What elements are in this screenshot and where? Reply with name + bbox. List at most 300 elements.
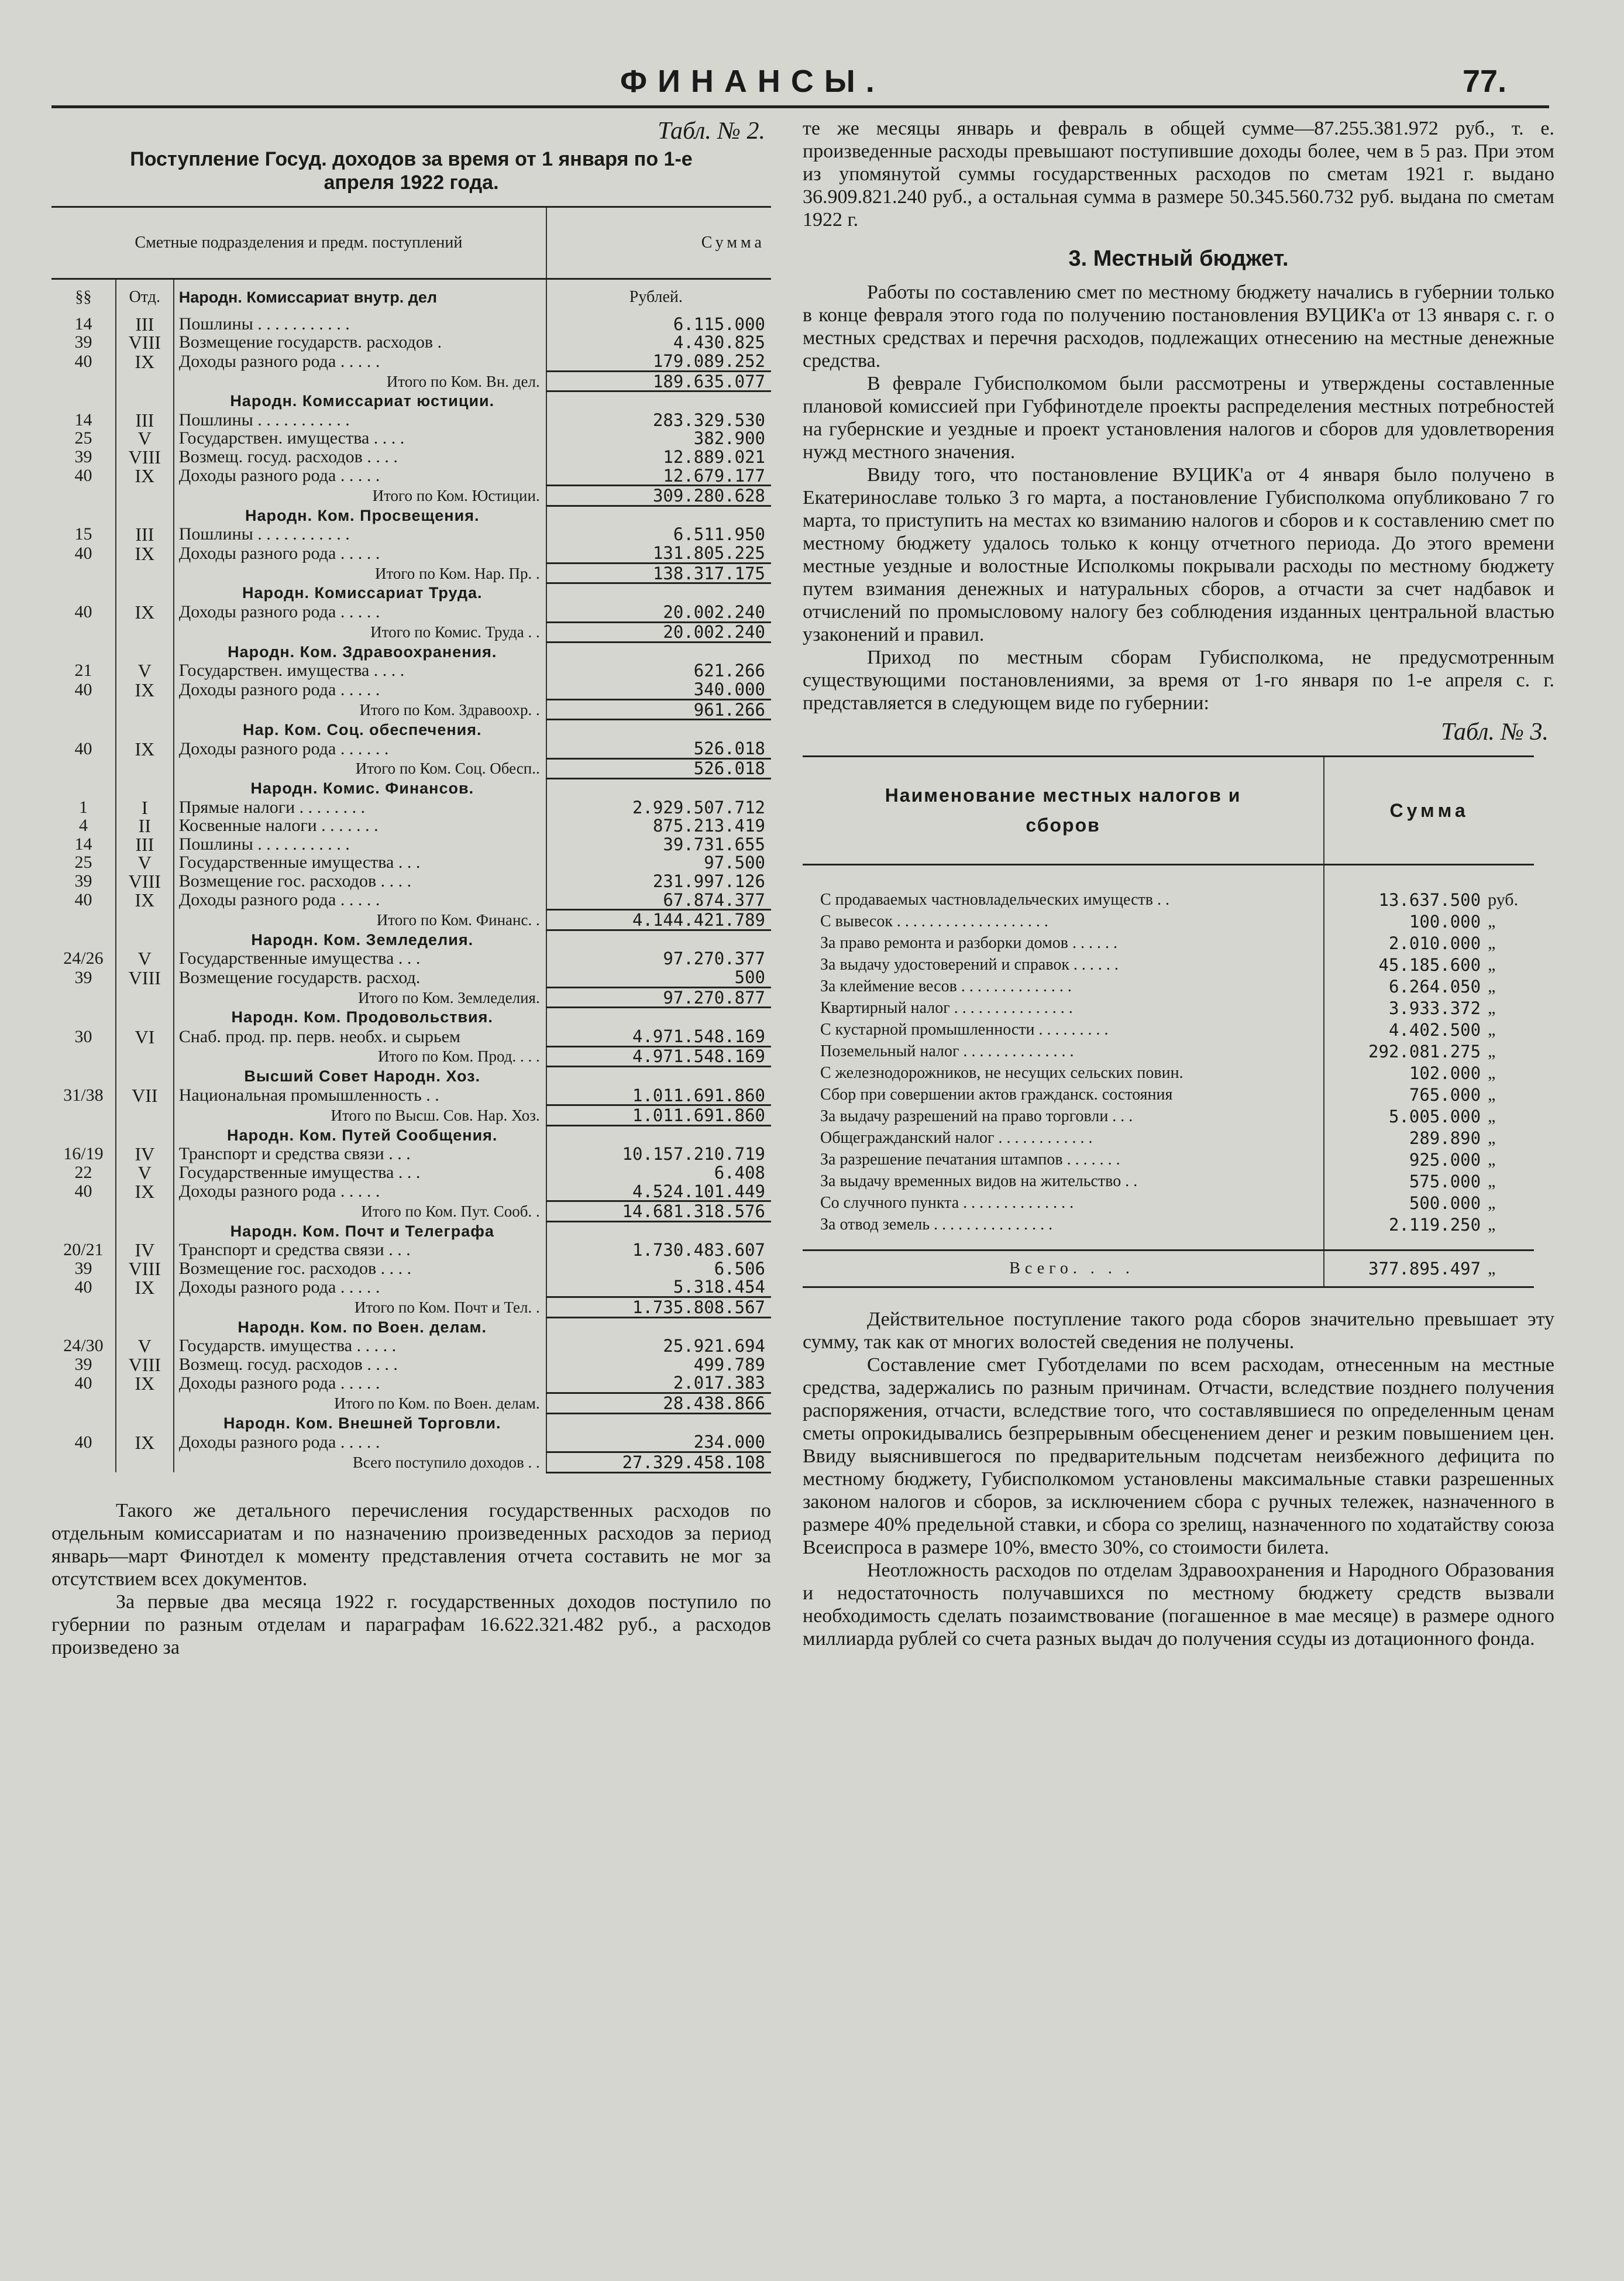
tax-name: За выдачу временных видов на жительство . .: [820, 1172, 1138, 1190]
section-number: IX: [116, 1182, 174, 1201]
table-row: [51, 872, 771, 891]
section-number: V: [116, 1337, 174, 1355]
amount: 875.213.419: [546, 816, 771, 835]
section-number: II: [116, 816, 174, 835]
paragraph-number: 22: [74, 1163, 92, 1182]
right-bottom-paragraph-3: Неотложность расходов по отделам Здравоохранения и Народного Образования и недостаточность получавшихся по местному бюджету средств вызвали необходимость сделать позаимствование (погашенное в мае месяце) в размере одного миллиарда рублей со счета разных выдач до получения ссуды из дотационного фонда.: [803, 1559, 1554, 1650]
amount: 2.017.383: [546, 1374, 771, 1393]
currency-unit: „: [1488, 1128, 1496, 1148]
table-row: [51, 968, 771, 987]
paragraph-number: 40: [74, 680, 92, 699]
total-row: [51, 486, 771, 506]
item-name: Пошлины . . . . . . . . . . .: [174, 315, 546, 334]
table-row: [803, 1019, 1534, 1040]
paragraph-number: [51, 910, 116, 930]
item-name: Доходы разного рода . . . . .: [174, 466, 546, 486]
section-number: I: [116, 798, 174, 817]
section-number: [116, 779, 174, 798]
left-column: [51, 117, 771, 2270]
section-number: VIII: [116, 1355, 174, 1374]
section-number: [116, 1067, 174, 1086]
section-number: IX: [116, 1278, 174, 1297]
section-number: III: [116, 525, 174, 544]
tax-name: С продаваемых частновладельческих имуществ . .: [820, 890, 1169, 909]
paragraph-number: 21: [74, 661, 92, 681]
dept-name: Народн. Ком. по Воен. делам.: [174, 1317, 546, 1337]
paragraph-number: [51, 1125, 116, 1145]
item-name: Итого по Комис. Труда . .: [174, 622, 546, 643]
section-number: V: [116, 950, 174, 968]
tax-name: С кустарной промышленности . . . . . . . . .: [820, 1020, 1109, 1039]
item-name: Транспорт и средства связи . . .: [174, 1241, 546, 1260]
item-name: Итого по Ком. Здравоохр. .: [174, 699, 546, 720]
amount: 283.329.530: [546, 411, 771, 430]
currency-unit: „: [1488, 1171, 1496, 1191]
section-number: III: [116, 835, 174, 854]
item-name: Возмещение гос. расходов . . . .: [174, 1259, 546, 1278]
amount: [546, 643, 771, 662]
paragraph-number: [51, 1201, 116, 1222]
paragraph-number: 24/30: [63, 1337, 104, 1356]
section3-title: 3. Местный бюджет.: [1068, 246, 1289, 271]
amount: 10.157.210.719: [546, 1145, 771, 1164]
table-row: [51, 891, 771, 910]
total-row: [51, 1297, 771, 1318]
section-number: [116, 643, 174, 662]
amount: 6.511.950: [546, 525, 771, 544]
tax-name: Квартирный налог . . . . . . . . . . . . . . .: [820, 998, 1073, 1017]
item-name: Итого по Ком. Юстиции.: [174, 486, 546, 506]
table-row: [803, 997, 1534, 1019]
header-rule: [51, 105, 1549, 108]
paragraph-number: [51, 643, 116, 662]
table-row: [803, 1214, 1534, 1235]
table-row: [803, 1062, 1534, 1084]
tax-name: С вывесок . . . . . . . . . . . . . . . . . . .: [820, 912, 1048, 930]
paragraph-number: [51, 930, 116, 950]
currency-unit: „: [1488, 933, 1496, 953]
section-number: VIII: [116, 1259, 174, 1278]
total-row: [51, 910, 771, 930]
total-row: [51, 371, 771, 391]
tax-amount: 289.890: [1324, 1127, 1484, 1149]
amount: 621.266: [546, 662, 771, 681]
table2-subheader-otd: Отд.: [116, 279, 174, 315]
paragraph-number: 1: [78, 798, 88, 817]
amount: 138.317.175: [546, 563, 771, 583]
item-name: Государствен. имущества . . . .: [174, 430, 546, 448]
item-name: Итого по Ком. Прод. . . .: [174, 1046, 546, 1067]
amount: [546, 1125, 771, 1145]
amount: 499.789: [546, 1355, 771, 1374]
section-number: [116, 583, 174, 603]
page-number: 77.: [1463, 64, 1507, 99]
tax-amount: 6.264.050: [1324, 975, 1484, 997]
table-row: [51, 680, 771, 699]
section-number: IV: [116, 1145, 174, 1164]
section3-paragraph-4: Приход по местным сборам Губисполкома, не предусмотренным существующими постановлениями, за время от 1-го января по 1-е апреля с. г. представляется в следующем виде по губернии:: [803, 647, 1554, 714]
paragraph-number: 40: [74, 739, 92, 758]
dept-name: Народн. Ком. Просвещения.: [174, 506, 546, 525]
dept-heading-row: [51, 1221, 771, 1241]
item-name: Государств. имущества . . . . .: [174, 1337, 546, 1355]
amount: 1.011.691.860: [546, 1086, 771, 1105]
paragraph-number: [51, 371, 116, 391]
amount: 382.900: [546, 430, 771, 448]
paragraph-number: 39: [74, 968, 92, 987]
item-name: Итого по Ком. Пут. Сооб. .: [174, 1201, 546, 1222]
amount: 179.089.252: [546, 352, 771, 371]
tax-amount: 13.637.500: [1324, 865, 1484, 911]
currency-unit: „: [1488, 1019, 1496, 1039]
right-column: [803, 117, 1554, 2270]
table3-label: Табл. № 3.: [1441, 719, 1549, 746]
paragraph-number: [51, 506, 116, 525]
total-row: [51, 699, 771, 720]
item-name: Пошлины . . . . . . . . . . .: [174, 411, 546, 430]
amount: 2.929.507.712: [546, 798, 771, 817]
dept-heading-row: [51, 1413, 771, 1433]
amount: 4.971.548.169: [546, 1027, 771, 1046]
paragraph-number: [51, 1413, 116, 1433]
tax-name: За разрешение печатания штампов . . . . . . .: [820, 1150, 1120, 1169]
table2-title: [51, 147, 771, 194]
dept-name: Народн. Комиссариат юстиции.: [174, 391, 546, 411]
amount: 6.506: [546, 1259, 771, 1278]
paragraph-number: 39: [74, 448, 92, 466]
dept-name: Народн. Ком. Внешней Торговли.: [174, 1413, 546, 1433]
paragraph-number: [51, 1221, 116, 1241]
section-number: VIII: [116, 968, 174, 987]
total-row: [51, 1201, 771, 1222]
tax-amount: 2.010.000: [1324, 932, 1484, 954]
paragraph-number: 4: [78, 816, 88, 836]
section-number: [116, 930, 174, 950]
item-name: Национальная промышленность . .: [174, 1086, 546, 1105]
paragraph-number: [51, 720, 116, 739]
paragraph-number: [51, 622, 116, 643]
tax-amount: 100.000: [1324, 911, 1484, 932]
amount: 25.921.694: [546, 1337, 771, 1355]
item-name: Доходы разного рода . . . . .: [174, 891, 546, 910]
section-number: [116, 1105, 174, 1126]
tax-amount: 2.119.250: [1324, 1214, 1484, 1235]
section-number: VIII: [116, 448, 174, 466]
currency-unit: „: [1488, 998, 1496, 1018]
item-name: Государственные имущества . . .: [174, 1163, 546, 1182]
amount: 28.438.866: [546, 1393, 771, 1414]
table2-header-sum: Сумма: [546, 207, 771, 279]
section-number: [116, 391, 174, 411]
item-name: Всего поступило доходов . .: [174, 1452, 546, 1473]
amount: 27.329.458.108: [546, 1452, 771, 1473]
section-number: IX: [116, 466, 174, 486]
section-number: [116, 622, 174, 643]
paragraph-number: 39: [74, 872, 92, 891]
paragraph-number: [51, 1067, 116, 1086]
table2-title-line1: Поступление Госуд. доходов за время от 1 января по 1-е: [130, 148, 693, 170]
dept-name: Народн. Ком. Продовольствия.: [174, 1008, 546, 1027]
section-number: [116, 720, 174, 739]
section-number: [116, 1125, 174, 1145]
table-row: [51, 315, 771, 334]
amount: [546, 506, 771, 525]
paragraph-number: 40: [74, 890, 92, 910]
section-number: VIII: [116, 334, 174, 352]
paragraph-number: 25: [74, 429, 92, 448]
paragraph-number: [51, 1317, 116, 1337]
item-name: Доходы разного рода . . . . . .: [174, 739, 546, 758]
paragraph-number: [51, 391, 116, 411]
table-row: [51, 334, 771, 352]
paragraph-number: 25: [74, 853, 92, 872]
amount: 14.681.318.576: [546, 1201, 771, 1222]
amount: 526.018: [546, 758, 771, 779]
table-row: [51, 816, 771, 835]
local-taxes-table: [803, 755, 1534, 1288]
tax-amount: 500.000: [1324, 1192, 1484, 1214]
section-number: [116, 699, 174, 720]
section-number: [116, 758, 174, 779]
left-text-block: [51, 1499, 771, 1659]
table2-subheader-sum: Рублей.: [546, 279, 771, 315]
table-row: [51, 1433, 771, 1452]
paragraph-number: [51, 486, 116, 506]
total-row: [51, 1105, 771, 1126]
amount: [546, 779, 771, 798]
section-number: V: [116, 430, 174, 448]
table-row: [51, 798, 771, 817]
table-row: [51, 430, 771, 448]
tax-name: За отвод земель . . . . . . . . . . . . . . .: [820, 1215, 1053, 1234]
amount: [546, 1008, 771, 1027]
right-bottom-paragraph-2: Составление смет Губотделами по всем расходам, отнесенным на местные средства, задержались по разным причинам. Отчасти, вследствие позднего получения распоряжения, отчасти, вследствие того, что составлявшиеся по определенным ценам сметы опрокидывались безпрерывным обесценением денег и резким повышением цен. Ввиду выяснившегося по предварительным подсчетам неизбежного дефицита по местному бюджету, Губисполкомом установлены максимальные ставки разрешенных законом налогов и сборов, за исключением сбора с ручных тележек, назначенного в размере 40% предельной ставки, и сбора со зрелищ, назначенного по ходатайству союза Всеиспроса в размере 10%, вместо 30%, со стоимости билета.: [803, 1354, 1554, 1558]
table-row: [51, 1241, 771, 1260]
tax-name: Сбор при совершении актов гражданск. состояния: [820, 1085, 1173, 1104]
item-name: Итого по Ком. Соц. Обесп..: [174, 758, 546, 779]
paragraph-number: 40: [74, 602, 92, 622]
table3-header-name-line1: Наименование местных налогов и: [885, 785, 1241, 806]
dept-name: Народн. Ком. Путей Сообщения.: [174, 1125, 546, 1145]
left-paragraph-1: Такого же детального перечисления государственных расходов по отдельным комиссариатам и по назначению произведенных расходов за период январь—март Финотдел к моменту представления отчета составить не мог за отсутствием всех документов.: [51, 1499, 771, 1590]
tax-amount: 925.000: [1324, 1149, 1484, 1170]
item-name: Возмещ. госуд. расходов . . . .: [174, 448, 546, 466]
dept-name: Народн. Ком. Здравоохранения.: [174, 643, 546, 662]
amount: 1.735.808.567: [546, 1297, 771, 1318]
amount: [546, 1413, 771, 1433]
amount: 5.318.454: [546, 1278, 771, 1297]
section-number: [116, 1393, 174, 1414]
amount: [546, 1067, 771, 1086]
table-row: [51, 950, 771, 968]
running-head-title: ФИНАНСЫ.: [620, 64, 885, 99]
amount: [546, 391, 771, 411]
item-name: Возмещение государств. расход.: [174, 968, 546, 987]
section-number: [116, 506, 174, 525]
tax-amount: 575.000: [1324, 1170, 1484, 1192]
paragraph-number: 16/19: [63, 1145, 104, 1164]
paragraph-number: 14: [74, 410, 92, 430]
currency-unit: „: [1488, 1193, 1496, 1212]
tax-amount: 5.005.000: [1324, 1105, 1484, 1127]
right-bottom-paragraph-1: Действительное поступление такого рода сборов значительно превышает эту сумму, так как от многих волостей сведения не получены.: [803, 1308, 1554, 1353]
amount: 1.011.691.860: [546, 1105, 771, 1126]
paragraph-number: [51, 987, 116, 1008]
amount: 4.524.101.449: [546, 1182, 771, 1201]
currency-unit: „: [1488, 976, 1496, 996]
section-number: IX: [116, 680, 174, 699]
table2-subheader-dept: Народн. Комиссариат внутр. дел: [174, 279, 546, 315]
dept-heading-row: [51, 1067, 771, 1086]
total-row: [51, 1452, 771, 1473]
section-number: IX: [116, 603, 174, 622]
total-row: [51, 1046, 771, 1067]
table-row: [51, 544, 771, 563]
amount: 526.018: [546, 739, 771, 758]
table-row: [803, 911, 1534, 932]
table-row: [51, 448, 771, 466]
amount: 234.000: [546, 1433, 771, 1452]
paragraph-number: [51, 779, 116, 798]
amount: 97.270.377: [546, 950, 771, 968]
table-row: [803, 954, 1534, 975]
table-row: [803, 1105, 1534, 1127]
paragraph-number: [51, 1046, 116, 1067]
paragraph-number: 40: [74, 466, 92, 486]
tax-amount: 765.000: [1324, 1084, 1484, 1105]
table-row: [803, 1170, 1534, 1192]
table-row: [803, 932, 1534, 954]
paragraph-number: 40: [74, 1277, 92, 1297]
amount: [546, 930, 771, 950]
item-name: Доходы разного рода . . . . .: [174, 1182, 546, 1201]
dept-name: Народн. Комиссариат Труда.: [174, 583, 546, 603]
item-name: Возмещение гос. расходов . . . .: [174, 872, 546, 891]
amount: 4.144.421.789: [546, 910, 771, 930]
item-name: Доходы разного рода . . . . .: [174, 352, 546, 371]
amount: 39.731.655: [546, 835, 771, 854]
table2-title-line2: апреля 1922 года.: [324, 171, 499, 194]
amount: 961.266: [546, 699, 771, 720]
tax-name: За выдачу разрешений на право торговли . . .: [820, 1107, 1133, 1125]
revenue-table: [51, 206, 771, 1473]
table-row: [803, 1192, 1534, 1214]
table3-total-label: Всего. . . .: [803, 1251, 1324, 1287]
table-row: [803, 1040, 1534, 1062]
currency-unit: „: [1488, 1063, 1496, 1083]
section-number: [116, 1221, 174, 1241]
total-row: [51, 987, 771, 1008]
table-row: [51, 1163, 771, 1182]
amount: 4.971.548.169: [546, 1046, 771, 1067]
amount: 340.000: [546, 680, 771, 699]
currency-unit: „: [1488, 1084, 1496, 1104]
right-top-paragraph: те же месяцы январь и февраль в общей сумме—87.255.381.972 руб., т. е. произведенные расходы превышают поступившие доходы более, чем в 5 раз. При этом из упомянутой суммы государственных расходов по сметам 1921 г. выдано 36.909.821.240 руб., а остальная сумма в размере 50.345.560.732 руб. выдана по сметам 1922 г.: [803, 118, 1554, 231]
item-name: Итого по Высш. Сов. Нар. Хоз.: [174, 1105, 546, 1126]
paragraph-number: 30: [74, 1026, 92, 1046]
section3-paragraph-2: В феврале Губисполкомом были рассмотрены и утверждены составленные плановой комиссией при Губфинотделе проекты распределения местных потребностей на губернские и уездные и проект установления налогов и сборов для удовлетворения нужд местного значения.: [803, 373, 1554, 463]
spacer-row: [803, 1235, 1534, 1251]
table-row: [803, 1149, 1534, 1170]
item-name: Государственные имущества . . .: [174, 854, 546, 872]
paragraph-number: 14: [74, 835, 92, 854]
dept-heading-row: [51, 583, 771, 603]
section-number: [116, 371, 174, 391]
item-name: Доходы разного рода . . . . .: [174, 603, 546, 622]
amount: 189.635.077: [546, 371, 771, 391]
dept-name: Нар. Ком. Соц. обеспечения.: [174, 720, 546, 739]
paragraph-number: 40: [74, 1433, 92, 1452]
dept-heading-row: [51, 930, 771, 950]
section-number: [116, 563, 174, 583]
table-row: [51, 1374, 771, 1393]
section-number: V: [116, 662, 174, 681]
section-number: VI: [116, 1027, 174, 1046]
table-row: [51, 1259, 771, 1278]
tax-amount: 102.000: [1324, 1062, 1484, 1084]
tax-name: Поземельный налог . . . . . . . . . . . . . .: [820, 1042, 1074, 1060]
section-number: [116, 1201, 174, 1222]
paragraph-number: [51, 1105, 116, 1126]
paragraph-number: 39: [74, 333, 92, 352]
section-number: [116, 1046, 174, 1067]
table-row: [51, 603, 771, 622]
section-number: IX: [116, 1433, 174, 1452]
table-row: [51, 739, 771, 758]
section3-paragraph-3: Ввиду того, что постановление ВУЦИК'а от 4 января было получено в Екатеринославе только 3 го марта, а постановление Губисполкома опубликовано 7 го марта, то приступить на местах ко взиманию налогов и сборов и к составлению смет по местному бюджету удалось только к концу отчетного периода. До этого времени местные уездные и волостные Исполкомы покрывали расходы по местному бюджету путем взимания денежных и натуральных сборов, а отчасти за счет надбавок и отчислений по промысловому налогу без соблюдения изданных центральной властью узаконений и правил.: [803, 464, 1554, 645]
amount: 97.270.877: [546, 987, 771, 1008]
amount: 309.280.628: [546, 486, 771, 506]
table-row: [51, 662, 771, 681]
section-number: [116, 987, 174, 1008]
currency-unit: руб.: [1488, 889, 1519, 909]
amount: [546, 720, 771, 739]
tax-name: За право ремонта и разборки домов . . . . . .: [820, 933, 1117, 952]
amount: 4.430.825: [546, 334, 771, 352]
table-row: [803, 1127, 1534, 1149]
table-row: [803, 865, 1534, 911]
section-number: IX: [116, 544, 174, 563]
amount: 20.002.240: [546, 603, 771, 622]
item-name: Пошлины . . . . . . . . . . .: [174, 525, 546, 544]
currency-unit: „: [1488, 911, 1496, 931]
section-number: IX: [116, 352, 174, 371]
right-bottom-text: [803, 1308, 1554, 1650]
table-row: [51, 1027, 771, 1046]
item-name: Пошлины . . . . . . . . . . .: [174, 835, 546, 854]
dept-heading-row: [51, 506, 771, 525]
section3-paragraph-1: Работы по составлению смет по местному бюджету начались в губернии только в конце февраля этого года по получению постановления ВУЦИК'а от 13 января с. г. о местных средствах и перечня расходов, подлежащих отнесению на местные денежные средства.: [803, 281, 1554, 372]
table-row: [51, 1278, 771, 1297]
section-number: [116, 1413, 174, 1433]
dept-heading-row: [51, 779, 771, 798]
amount: [546, 1317, 771, 1337]
dept-name: Высший Совет Народн. Хоз.: [174, 1067, 546, 1086]
section-number: V: [116, 854, 174, 872]
table-row: [51, 854, 771, 872]
table3-total-unit: „: [1484, 1251, 1534, 1287]
amount: 20.002.240: [546, 622, 771, 643]
tax-amount: 4.402.500: [1324, 1019, 1484, 1040]
table-row: [51, 466, 771, 486]
dept-name: Народн. Комис. Финансов.: [174, 779, 546, 798]
section-number: VII: [116, 1086, 174, 1105]
section-number: [116, 1297, 174, 1318]
paragraph-number: 39: [74, 1355, 92, 1374]
table3-header-sum: Сумма: [1324, 757, 1534, 865]
paragraph-number: [51, 1393, 116, 1414]
section-number: [116, 486, 174, 506]
